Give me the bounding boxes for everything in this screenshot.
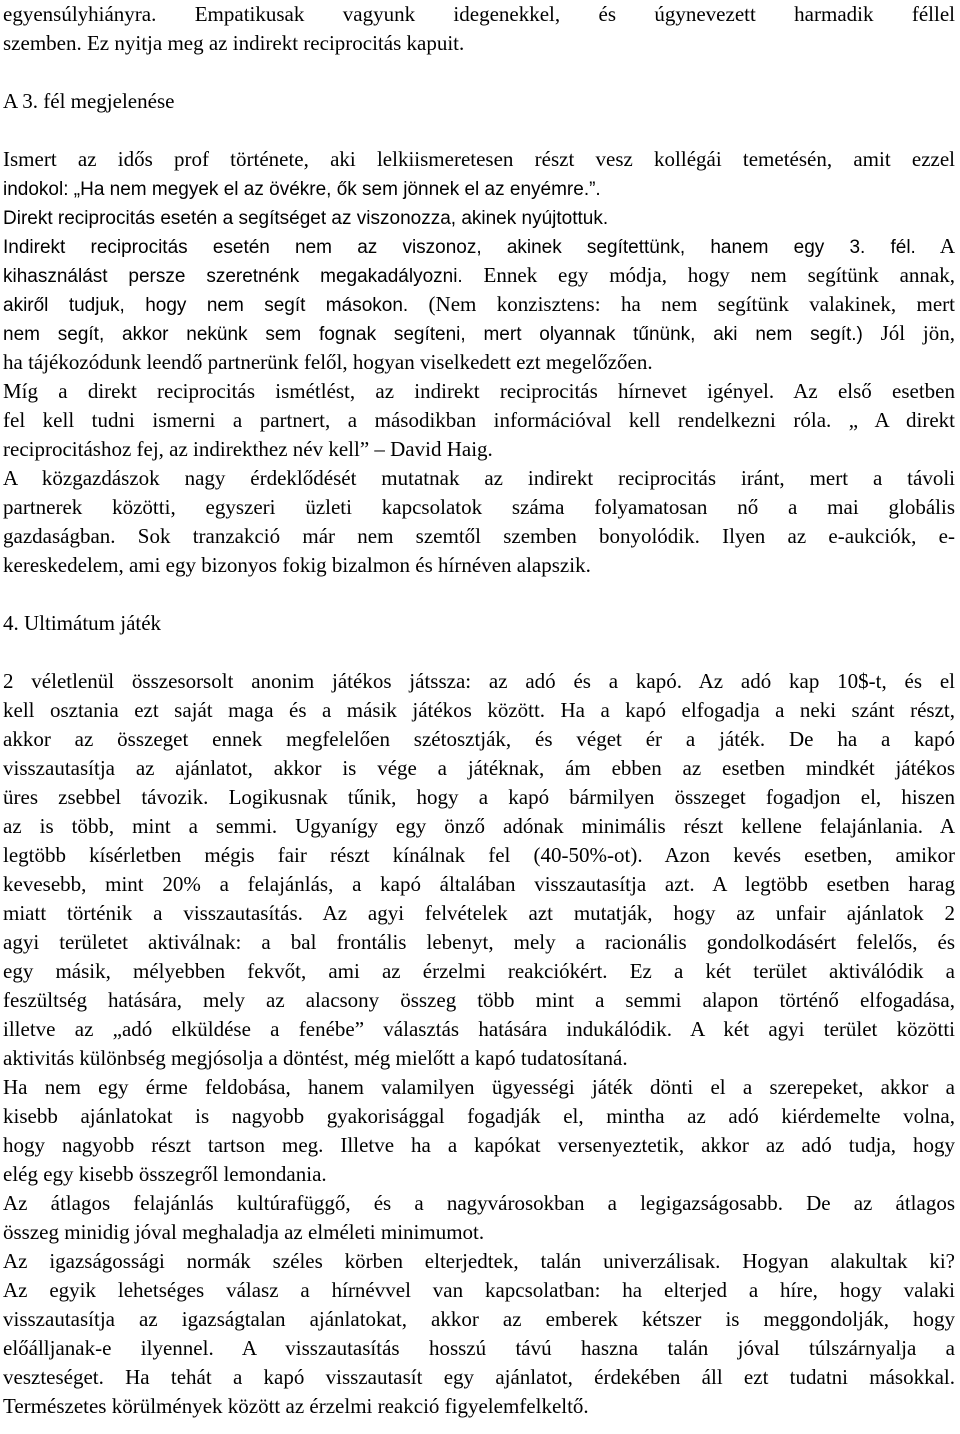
text-segment: A közgazdászok nagy érdeklődését mutatnak az indirekt reciprocitás iránt, mert a távoli (3, 466, 955, 490)
text-segment: A 3. fél megjelenése (3, 89, 175, 113)
text-segment: kisebb ajánlatokat is nagyobb gyakorisággal fogadják el, mintha az adó kiérdemelte volna, (3, 1104, 955, 1128)
text-segment: előálljanak-e ilyennel. A visszautasítás hosszú távú haszna talán jóval túlszárnyalja a (3, 1336, 955, 1360)
text-segment: Ismert az idős prof története, aki lelkiismeretesen részt vesz kollégái temetésén, amit ezzel (3, 147, 955, 171)
text-line (3, 261, 955, 291)
text-line (3, 1044, 628, 1073)
text-segment: illetve az „adó elküldése a fenébe” választás hatására indukálódik. A két agyi terület közötti (3, 1017, 955, 1041)
text-segment: elég egy kisebb összegről lemondania. (3, 1162, 327, 1186)
text-line (3, 609, 161, 638)
text-segment: Direkt reciprocitás esetén a segítséget az viszonozza, akinek nyújtottuk. (3, 208, 609, 229)
text-line (3, 348, 653, 377)
text-line (3, 493, 955, 522)
text-line (3, 464, 955, 493)
text-line (3, 1276, 955, 1305)
text-segment: Jól jön, (862, 321, 955, 345)
text-line (3, 1102, 955, 1131)
text-segment: kevesebb, mint 20% a felajánlás, a kapó általában visszautasítja azt. A legtöbb esetben harag (3, 872, 955, 896)
text-line (3, 290, 955, 320)
text-segment: agyi területet aktiválnak: a bal frontális lebenyt, mely a racionális gondolkodásért felelős, és (3, 930, 955, 954)
text-line (3, 986, 955, 1015)
text-line (3, 29, 464, 58)
text-segment: gazdaságban. Sok tranzakció már nem szemtől szemben bonyolódik. Ilyen az e-aukciók, e- (3, 524, 955, 548)
text-line (3, 319, 955, 349)
text-segment: egyensúlyhiányra. Empatikusak vagyunk idegenekkel, és úgynevezett harmadik féllel (3, 2, 955, 26)
text-segment: Míg a direkt reciprocitás ismétlést, az indirekt reciprocitás hírnevet igényel. Az első esetben (3, 379, 955, 403)
text-segment: Az egyik lehetséges válasz a hírnévvel van kapcsolatban: ha elterjed a híre, hogy valaki (3, 1278, 955, 1302)
text-segment: összeg minidig jóval meghaladja az elméleti minimumot. (3, 1220, 485, 1244)
text-segment: visszautasítja az igazságtalan ajánlatokat, akkor az emberek kétszer is meggondolják, hogy (3, 1307, 955, 1331)
text-line (3, 725, 955, 754)
text-segment: miatt történik a visszautasítás. Az agyi felvételek azt mutatják, hogy az unfair ajánlatok 2 (3, 901, 955, 925)
text-segment: Természetes körülmények között az érzelmi reakció figyelemfelkeltő. (3, 1394, 589, 1418)
text-line (3, 551, 591, 580)
text-line (3, 1218, 484, 1247)
text-segment: kereskedelem, ami egy bizonyos fokig bizalmon és hírnéven alapszik. (3, 553, 591, 577)
text-segment: akkor az összeget ennek megfelelően szétosztják, és véget ér a játék. De ha a kapó (3, 727, 955, 751)
text-line (3, 928, 955, 957)
text-line (3, 957, 955, 986)
text-line (3, 696, 955, 725)
text-segment: Ha nem egy érme feldobása, hanem valamilyen ügyességi játék dönti el a szerepeket, akkor a (3, 1075, 955, 1099)
text-line (3, 174, 601, 204)
text-line (3, 1131, 955, 1160)
text-line (3, 812, 955, 841)
text-line (3, 899, 955, 928)
text-line (3, 377, 955, 406)
text-segment: szemben. Ez nyitja meg az indirekt reciprocitás kapuit. (3, 31, 465, 55)
text-line (3, 1363, 955, 1392)
text-line (3, 406, 955, 435)
text-line (3, 1392, 589, 1421)
text-line (3, 435, 493, 464)
text-segment: nem segít, akkor nekünk sem fognak segíteni, mert olyannak tűnünk, aki nem segít.) (3, 324, 863, 345)
text-segment: indokol: „Ha nem megyek el az övékre, ők sem jönnek el az enyémre.”. (3, 179, 601, 200)
text-segment: az is több, mint a semmi. Ugyanígy egy önző adónak minimális részt kellene felajánlania. A (3, 814, 955, 838)
text-segment: 2 véletlenül összesorsolt anonim játékos játssza: az adó és a kapó. Az adó kap 10$-t, és el (3, 669, 955, 693)
text-segment: egy másik, mélyebben fekvőt, ami az érzelmi reakciókért. Ez a két terület aktiválódik a (3, 959, 955, 983)
text-segment: Az igazságossági normák széles körben elterjedtek, talán univerzálisak. Hogyan alakultak ki? (3, 1249, 955, 1273)
text-segment: Indirekt reciprocitás esetén nem az viszonoz, akinek segítettünk, hanem egy 3. fél. (3, 237, 916, 258)
text-segment: üres zsebbel távozik. Logikusnak tűnik, hogy a kapó bármilyen összeget fogadjon el, hiszen (3, 785, 955, 809)
text-segment: visszautasítja az ajánlatot, akkor is vége a játéknak, ám ebben az esetben mindkét játékos (3, 756, 955, 780)
text-segment: (Nem konzisztens: ha nem segítünk valakinek, mert (408, 292, 955, 316)
text-line (3, 754, 955, 783)
text-segment: feszültség hatására, mely az alacsony összeg több mint a semmi alapon történő elfogadása, (3, 988, 955, 1012)
text-line (3, 203, 608, 233)
text-line (3, 1160, 327, 1189)
text-line (3, 667, 955, 696)
text-segment: fel kell tudni ismerni a partnert, a másodikban információval kell rendelkezni róla. „ A direkt (3, 408, 955, 432)
text-segment: ha tájékozódunk leendő partnerünk felől, hogyan viselkedett ezt megelőzően. (3, 350, 653, 374)
text-line (3, 783, 955, 812)
text-segment: kihasználást persze szeretnénk megakadályozni. (3, 266, 463, 287)
text-segment: A (915, 234, 955, 258)
text-segment: reciprocitáshoz fej, az indirekthez név kell” – David Haig. (3, 437, 493, 461)
text-segment: aktivitás különbség megjósolja a döntést, még mielőtt a kapó tudatosítaná. (3, 1046, 628, 1070)
text-segment: Ennek egy módja, hogy nem segítünk annak, (462, 263, 955, 287)
text-segment: legtöbb kísérletben mégis fair részt kínálnak fel (40-50%-ot). Azon kevés esetben, amikor (3, 843, 955, 867)
text-segment: Az átlagos felajánlás kultúrafüggő, és a nagyvárosokban a legigazságosabb. De az átlagos (3, 1191, 955, 1215)
text-line (3, 232, 955, 262)
text-line (3, 87, 174, 116)
text-line (3, 145, 955, 174)
text-segment: veszteséget. Ha tehát a kapó visszautasít egy ajánlatot, érdekében áll ezt tudatni másokkal. (3, 1365, 955, 1389)
text-line (3, 1305, 955, 1334)
text-line (3, 522, 955, 551)
text-segment: hogy nagyobb részt tartson meg. Illetve ha a kapókat versenyeztetik, akkor az adó tudja, hogy (3, 1133, 955, 1157)
text-segment: kell osztania ezt saját maga és a másik játékos között. Ha a kapó elfogadja a neki szánt részt, (3, 698, 955, 722)
text-segment: akiről tudjuk, hogy nem segít másokon. (3, 295, 409, 316)
text-segment: partnerek közötti, egyszeri üzleti kapcsolatok száma folyamatosan nő a mai globális (3, 495, 955, 519)
text-line (3, 1015, 955, 1044)
text-line (3, 0, 955, 29)
text-segment: 4. Ultimátum játék (3, 611, 162, 635)
text-line (3, 841, 955, 870)
text-line (3, 870, 955, 899)
text-line (3, 1073, 955, 1102)
text-line (3, 1334, 955, 1363)
text-line (3, 1247, 955, 1276)
text-line (3, 1189, 955, 1218)
